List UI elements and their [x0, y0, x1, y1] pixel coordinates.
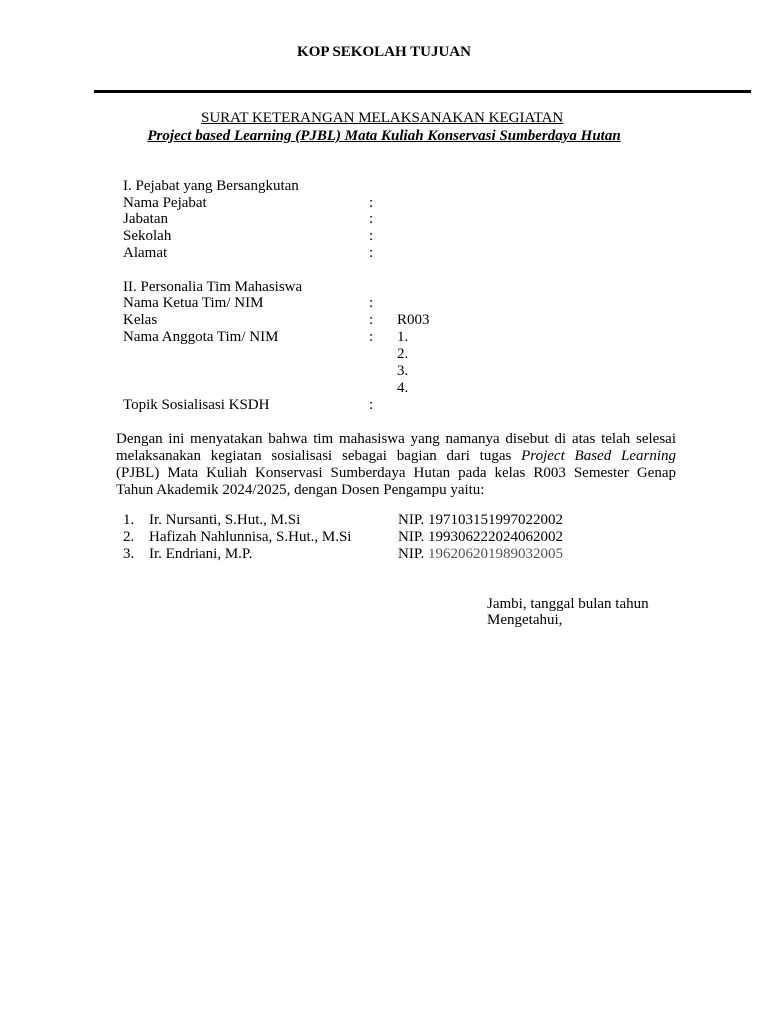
nip-label: NIP.	[398, 512, 425, 528]
document-subtitle	[0, 128, 768, 145]
document-title-text: SURAT KETERANGAN MELAKSANAKAN KEGIATAN	[200, 110, 564, 126]
field-colon: :	[369, 211, 374, 227]
field-label: Nama Ketua Tim/ NIM	[123, 295, 264, 311]
lecturer-nip	[398, 529, 563, 546]
field-colon: :	[369, 228, 374, 244]
nip-value: 197103151997022002	[428, 512, 564, 528]
nip-value: 196206201989032005	[428, 546, 564, 562]
lecturer-name: Ir. Endriani, M.P.	[149, 546, 253, 562]
field-colon: :	[369, 397, 374, 413]
field-value: 1.	[397, 329, 409, 345]
field-label: Topik Sosialisasi KSDH	[123, 397, 270, 413]
statement-line	[116, 448, 676, 465]
lecturer-nip	[398, 512, 563, 529]
field-colon: :	[369, 329, 374, 345]
member-number: 4.	[397, 380, 409, 396]
field-colon: :	[369, 245, 374, 261]
lecturer-number: 3.	[123, 546, 135, 562]
document-subtitle-text: Project based Learning (PJBL) Mata Kuliah Konservasi Sumberdaya Hutan	[147, 128, 621, 144]
field-value: R003	[397, 312, 430, 328]
signature-place-date: Jambi, tanggal bulan tahun	[487, 596, 649, 612]
field-label: Alamat	[123, 245, 168, 261]
field-colon: :	[369, 312, 374, 328]
field-label: Sekolah	[123, 228, 172, 244]
field-label: Nama Anggota Tim/ NIM	[123, 329, 279, 345]
nip-label: NIP.	[398, 546, 425, 562]
statement-line: Tahun Akademik 2024/2025, dengan Dosen Pengampu yaitu:	[116, 482, 485, 498]
lecturer-number: 1.	[123, 512, 135, 528]
field-colon: :	[369, 295, 374, 311]
member-number: 3.	[397, 363, 409, 379]
nip-label: NIP.	[398, 529, 425, 545]
statement-text: melaksanakan kegiatan sosialisasi sebagai bagian dari tugas	[116, 448, 522, 464]
statement-italic: Project Based Learning	[521, 448, 676, 464]
lecturer-nip	[398, 546, 563, 563]
lecturer-number: 2.	[123, 529, 135, 545]
nip-value: 199306222024062002	[428, 529, 564, 545]
lecturer-name: Ir. Nursanti, S.Hut., M.Si	[149, 512, 301, 528]
signature-acknowledged: Mengetahui,	[487, 612, 563, 628]
field-label: Kelas	[123, 312, 158, 328]
field-label: Jabatan	[123, 211, 168, 227]
lecturer-name: Hafizah Nahlunnisa, S.Hut., M.Si	[149, 529, 352, 545]
letterhead-title: KOP SEKOLAH TUJUAN	[297, 44, 471, 60]
field-colon: :	[369, 195, 374, 211]
member-number: 2.	[397, 346, 409, 362]
statement-paragraph	[116, 431, 676, 499]
section-1-heading: I. Pejabat yang Bersangkutan	[123, 178, 299, 194]
letterhead-divider	[94, 90, 751, 93]
statement-line: (PJBL) Mata Kuliah Konservasi Sumberdaya Hutan pada kelas R003 Semester Genap	[116, 465, 676, 481]
document-title	[0, 110, 768, 127]
field-label: Nama Pejabat	[123, 195, 207, 211]
section-2-heading: II. Personalia Tim Mahasiswa	[123, 279, 303, 295]
statement-line: Dengan ini menyatakan bahwa tim mahasiswa yang namanya disebut di atas telah selesai	[116, 431, 676, 447]
